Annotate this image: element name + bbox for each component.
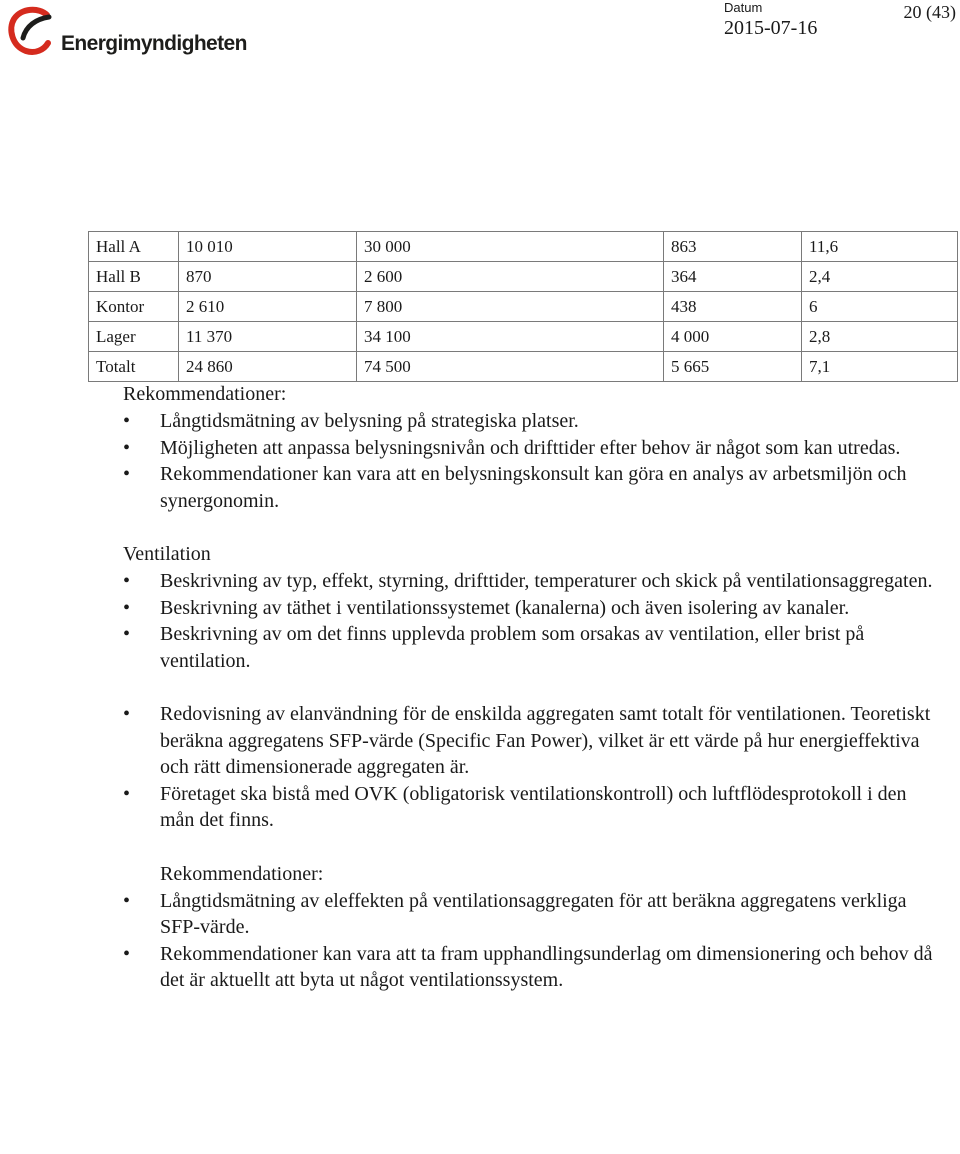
table-cell: 30 000 bbox=[357, 232, 664, 262]
table-cell: 10 010 bbox=[179, 232, 357, 262]
table-row bbox=[89, 322, 958, 352]
table-cell: 5 665 bbox=[664, 352, 802, 382]
table-cell: 6 bbox=[802, 292, 958, 322]
table-cell: 74 500 bbox=[357, 352, 664, 382]
list-item-text: Rekommendationer kan vara att ta fram upphandlingsunderlag om dimensionering och behov då det är aktuellt att byta ut något ventilationssystem. bbox=[160, 942, 933, 991]
document-body bbox=[123, 381, 943, 994]
ventilation-reporting-list bbox=[123, 701, 943, 834]
list-item-text: Beskrivning av om det finns upplevda problem som orsakas av ventilation, eller brist på ventilation. bbox=[160, 623, 865, 672]
table-cell: 364 bbox=[664, 262, 802, 292]
table-row bbox=[89, 232, 958, 262]
list-item-text: Rekommendationer kan vara att en belysningskonsult kan göra en analys av arbetsmiljön och synergonomin. bbox=[160, 463, 907, 512]
date-label: Datum bbox=[724, 0, 763, 15]
list-item-text: Möjligheten att anpassa belysningsnivån och drifttider efter behov är något som kan utredas. bbox=[160, 436, 901, 459]
ventilation-recommendations-heading: Rekommendationer: bbox=[160, 862, 324, 885]
ventilation-description-list bbox=[123, 568, 943, 674]
list-item bbox=[123, 888, 943, 941]
table-cell: 2 600 bbox=[357, 262, 664, 292]
table-cell: Totalt bbox=[89, 352, 179, 382]
table-cell: 11,6 bbox=[802, 232, 958, 262]
table-cell: Lager bbox=[89, 322, 179, 352]
bullet-icon: • bbox=[123, 942, 131, 965]
list-item-text: Långtidsmätning av eleffekten på ventilationsaggregaten för att beräkna aggregatens verkliga SFP-värde. bbox=[160, 889, 907, 938]
table-cell: 34 100 bbox=[357, 322, 664, 352]
bullet-icon: • bbox=[123, 410, 131, 432]
table-cell: 11 370 bbox=[179, 322, 357, 352]
ventilation-recommendations-list bbox=[123, 888, 943, 994]
bullet-icon: • bbox=[123, 623, 131, 645]
lighting-recommendations-list bbox=[123, 408, 943, 514]
logo-text: Energimyndigheten bbox=[61, 32, 247, 55]
table-cell: 7 800 bbox=[357, 292, 664, 322]
energy-table bbox=[88, 231, 958, 382]
table-cell: Hall A bbox=[89, 232, 179, 262]
list-item bbox=[123, 461, 943, 514]
bullet-icon: • bbox=[123, 436, 131, 459]
table-cell: Kontor bbox=[89, 292, 179, 322]
logo-swirl-icon bbox=[6, 4, 62, 60]
table-cell: 2,4 bbox=[802, 262, 958, 292]
bullet-icon: • bbox=[123, 782, 131, 805]
table-cell: 24 860 bbox=[179, 352, 357, 382]
list-item bbox=[123, 781, 943, 834]
list-item bbox=[123, 595, 943, 622]
page-number: 20 (43) bbox=[903, 2, 956, 22]
table-cell: 2 610 bbox=[179, 292, 357, 322]
bullet-icon: • bbox=[123, 703, 131, 725]
table-cell: 7,1 bbox=[802, 352, 958, 382]
list-item-text: Långtidsmätning av belysning på strategiska platser. bbox=[160, 410, 579, 432]
table-cell: 870 bbox=[179, 262, 357, 292]
table-row bbox=[89, 262, 958, 292]
list-item bbox=[123, 621, 943, 674]
bullet-icon: • bbox=[123, 596, 131, 619]
list-item bbox=[123, 568, 943, 595]
list-item bbox=[123, 435, 943, 462]
list-item-text: Företaget ska bistå med OVK (obligatorisk ventilationskontroll) och luftflödesprotokoll i den mån det finns. bbox=[160, 782, 907, 831]
table-row bbox=[89, 292, 958, 322]
bullet-icon: • bbox=[123, 463, 131, 485]
table-row bbox=[89, 352, 958, 382]
table-cell: 863 bbox=[664, 232, 802, 262]
table-cell: 438 bbox=[664, 292, 802, 322]
list-item-text: Redovisning av elanvändning för de enskilda aggregaten samt totalt för ventilationen. Teoretiskt beräkna aggregatens SFP-värde (Specific Fan Power), vilket är ett värde på hur energieffektiva och rätt dimensionerade aggregaten är. bbox=[160, 703, 931, 778]
list-item bbox=[123, 408, 943, 435]
table-cell: 4 000 bbox=[664, 322, 802, 352]
list-item bbox=[123, 941, 943, 994]
ventilation-heading: Ventilation bbox=[123, 543, 211, 565]
energimyndigheten-logo bbox=[6, 4, 246, 60]
date-value: 2015-07-16 bbox=[724, 17, 818, 39]
list-item bbox=[123, 701, 943, 781]
bullet-icon: • bbox=[123, 889, 131, 912]
lighting-recommendations-heading: Rekommendationer: bbox=[123, 383, 287, 405]
list-item-text: Beskrivning av typ, effekt, styrning, drifttider, temperaturer och skick på ventilationsaggregaten. bbox=[160, 570, 933, 592]
bullet-icon: • bbox=[123, 570, 131, 592]
table-cell: Hall B bbox=[89, 262, 179, 292]
list-item-text: Beskrivning av täthet i ventilationssystemet (kanalerna) och även isolering av kanaler. bbox=[160, 596, 850, 619]
table-cell: 2,8 bbox=[802, 322, 958, 352]
